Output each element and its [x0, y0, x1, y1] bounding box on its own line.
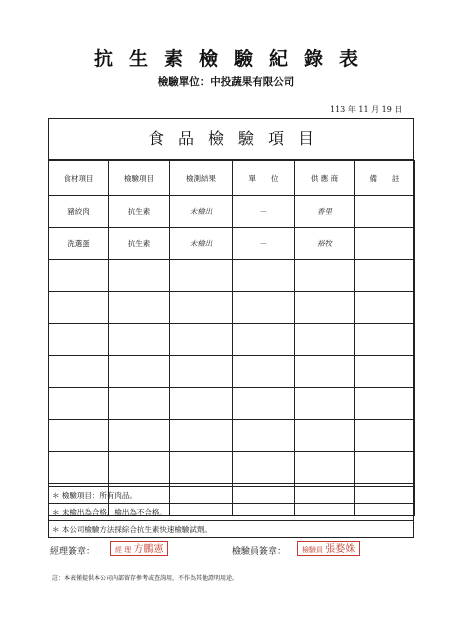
- table-row: [49, 388, 415, 420]
- manager-seal: [110, 541, 168, 556]
- cell-supplier: [295, 324, 355, 356]
- cell-remarks: [355, 292, 415, 324]
- cell-test-item: [109, 292, 170, 324]
- cell-supplier: [295, 388, 355, 420]
- cell-result: 未檢出: [170, 228, 233, 260]
- cell-test-item: [109, 388, 170, 420]
- cell-supplier: [295, 356, 355, 388]
- document-title: 抗生素檢驗紀錄表: [93, 48, 374, 70]
- cell-result: 未檢出: [170, 196, 233, 228]
- cell-ingredient: [49, 388, 109, 420]
- col-header-test-item: 檢驗項目: [109, 161, 170, 196]
- cell-remarks: [355, 420, 415, 452]
- cell-unit: －: [233, 228, 295, 260]
- inspector-signature-label: 檢驗員簽章：: [232, 547, 287, 557]
- cell-remarks: [355, 452, 415, 484]
- table-row: [49, 324, 415, 356]
- cell-result: [170, 420, 233, 452]
- cell-unit: [233, 356, 295, 388]
- table-header-row: [49, 161, 415, 196]
- cell-test-item: [109, 356, 170, 388]
- table-row: [49, 452, 415, 484]
- record-date: 113 年 11 月 19 日: [330, 105, 403, 114]
- col-header-ingredient: 食材項目: [49, 161, 109, 196]
- cell-unit: －: [233, 196, 295, 228]
- inspection-unit: 檢驗單位：中投蔬果有限公司: [157, 76, 295, 88]
- cell-unit: [233, 260, 295, 292]
- cell-supplier: 香里: [295, 196, 355, 228]
- cell-test-item: 抗生素: [109, 228, 170, 260]
- cell-unit: [233, 324, 295, 356]
- table-row: [49, 292, 415, 324]
- cell-supplier: [295, 260, 355, 292]
- table-row: [49, 196, 415, 228]
- inspection-table: [48, 160, 415, 516]
- table-row: [49, 260, 415, 292]
- manager-seal-title: 經 理: [115, 546, 132, 554]
- note-line: ＊ 檢驗項目：所有肉品。: [48, 486, 414, 503]
- cell-unit: [233, 452, 295, 484]
- cell-ingredient: [49, 324, 109, 356]
- cell-unit: [233, 388, 295, 420]
- cell-remarks: [355, 196, 415, 228]
- inspector-seal-name: 張婺姝: [325, 544, 356, 555]
- cell-ingredient: [49, 356, 109, 388]
- inspector-seal-title: 檢驗員: [302, 546, 323, 554]
- cell-supplier: [295, 292, 355, 324]
- col-header-supplier: 供 應 商: [295, 161, 355, 196]
- notes-section: [48, 486, 414, 537]
- table-row: [49, 228, 415, 260]
- cell-test-item: [109, 420, 170, 452]
- cell-supplier: [295, 420, 355, 452]
- col-header-unit: 單 位: [233, 161, 295, 196]
- cell-remarks: [355, 228, 415, 260]
- cell-result: [170, 388, 233, 420]
- cell-ingredient: 洗選蛋: [49, 228, 109, 260]
- cell-result: [170, 356, 233, 388]
- cell-supplier: [295, 452, 355, 484]
- cell-supplier: 裕牧: [295, 228, 355, 260]
- cell-test-item: [109, 260, 170, 292]
- cell-result: [170, 292, 233, 324]
- manager-seal-name: 方鵬憲: [133, 544, 164, 555]
- col-header-remarks: 備 註: [355, 161, 415, 196]
- table-row: [49, 420, 415, 452]
- cell-ingredient: [49, 452, 109, 484]
- cell-remarks: [355, 324, 415, 356]
- table-row: [49, 356, 415, 388]
- note-line: ＊ 本公司檢驗方法採綜合抗生素快速檢驗試劑。: [48, 520, 414, 537]
- cell-ingredient: 豬絞肉: [49, 196, 109, 228]
- cell-result: [170, 452, 233, 484]
- cell-test-item: [109, 324, 170, 356]
- cell-remarks: [355, 260, 415, 292]
- cell-remarks: [355, 356, 415, 388]
- col-header-result: 檢測結果: [170, 161, 233, 196]
- note-line: ＊ 未檢出為合格，檢出為不合格。: [48, 503, 414, 520]
- cell-result: [170, 324, 233, 356]
- cell-unit: [233, 420, 295, 452]
- cell-test-item: 抗生素: [109, 196, 170, 228]
- cell-result: [170, 260, 233, 292]
- cell-test-item: [109, 452, 170, 484]
- manager-signature-label: 經理簽章：: [50, 547, 96, 557]
- cell-ingredient: [49, 292, 109, 324]
- cell-ingredient: [49, 260, 109, 292]
- inspector-seal: [297, 541, 360, 556]
- cell-unit: [233, 292, 295, 324]
- cell-remarks: [355, 388, 415, 420]
- table-banner: 食品檢驗項目: [48, 118, 414, 160]
- footnote: 註：本表僅提供本公司內部留存參考或查詢用，不作為其他證明用途。: [52, 575, 239, 582]
- cell-ingredient: [49, 420, 109, 452]
